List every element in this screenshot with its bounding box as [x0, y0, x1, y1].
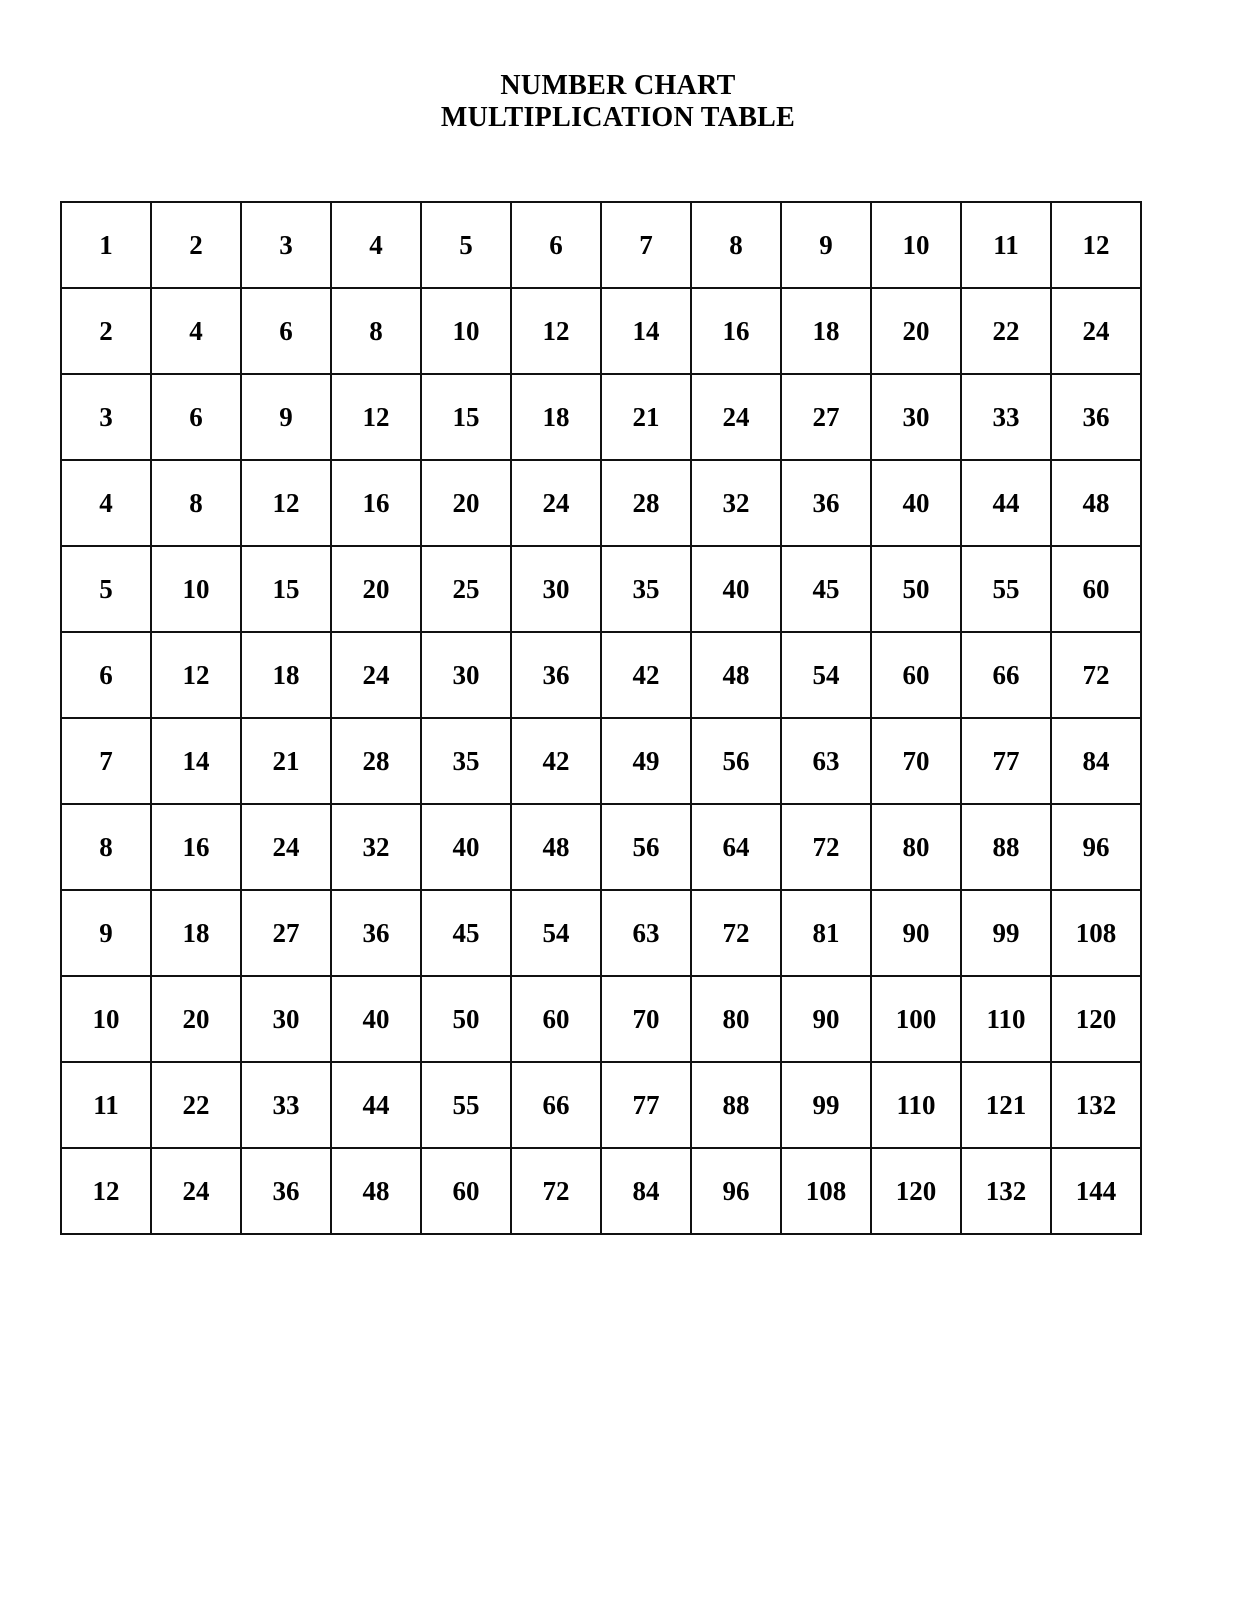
table-cell: 100 — [871, 976, 961, 1062]
table-cell: 56 — [601, 804, 691, 890]
table-cell: 81 — [781, 890, 871, 976]
table-cell: 2 — [61, 288, 151, 374]
table-cell: 27 — [241, 890, 331, 976]
table-cell: 32 — [331, 804, 421, 890]
table-cell: 55 — [961, 546, 1051, 632]
table-row — [61, 632, 1141, 718]
table-cell: 10 — [871, 202, 961, 288]
table-cell: 21 — [601, 374, 691, 460]
table-cell: 110 — [871, 1062, 961, 1148]
table-cell: 22 — [151, 1062, 241, 1148]
table-cell: 24 — [1051, 288, 1141, 374]
table-cell: 24 — [151, 1148, 241, 1234]
table-cell: 22 — [961, 288, 1051, 374]
table-cell: 20 — [421, 460, 511, 546]
table-cell: 6 — [241, 288, 331, 374]
table-cell: 60 — [1051, 546, 1141, 632]
table-cell: 108 — [1051, 890, 1141, 976]
multiplication-table — [60, 201, 1142, 1235]
table-cell: 63 — [781, 718, 871, 804]
table-cell: 48 — [691, 632, 781, 718]
table-cell: 48 — [511, 804, 601, 890]
table-cell: 40 — [331, 976, 421, 1062]
table-cell: 15 — [241, 546, 331, 632]
table-row — [61, 546, 1141, 632]
table-cell: 6 — [511, 202, 601, 288]
table-cell: 96 — [691, 1148, 781, 1234]
table-cell: 10 — [421, 288, 511, 374]
multiplication-table-body — [61, 202, 1141, 1234]
table-cell: 108 — [781, 1148, 871, 1234]
table-cell: 25 — [421, 546, 511, 632]
table-cell: 27 — [781, 374, 871, 460]
table-cell: 44 — [961, 460, 1051, 546]
table-cell: 50 — [871, 546, 961, 632]
table-cell: 49 — [601, 718, 691, 804]
table-cell: 16 — [691, 288, 781, 374]
table-cell: 9 — [781, 202, 871, 288]
table-cell: 14 — [151, 718, 241, 804]
table-cell: 72 — [1051, 632, 1141, 718]
table-cell: 77 — [601, 1062, 691, 1148]
table-cell: 9 — [241, 374, 331, 460]
table-cell: 80 — [691, 976, 781, 1062]
table-cell: 36 — [1051, 374, 1141, 460]
table-cell: 55 — [421, 1062, 511, 1148]
table-cell: 28 — [331, 718, 421, 804]
page-title — [0, 70, 1236, 134]
table-row — [61, 718, 1141, 804]
table-cell: 121 — [961, 1062, 1051, 1148]
table-cell: 40 — [421, 804, 511, 890]
table-cell: 36 — [511, 632, 601, 718]
table-cell: 16 — [151, 804, 241, 890]
table-cell: 5 — [61, 546, 151, 632]
table-cell: 4 — [151, 288, 241, 374]
table-cell: 12 — [241, 460, 331, 546]
table-cell: 60 — [871, 632, 961, 718]
table-cell: 14 — [601, 288, 691, 374]
table-cell: 96 — [1051, 804, 1141, 890]
table-cell: 24 — [511, 460, 601, 546]
table-cell: 11 — [61, 1062, 151, 1148]
table-cell: 120 — [871, 1148, 961, 1234]
table-cell: 60 — [421, 1148, 511, 1234]
title-line-multiplication-table: MULTIPLICATION TABLE — [440, 102, 796, 133]
table-cell: 12 — [1051, 202, 1141, 288]
table-cell: 33 — [241, 1062, 331, 1148]
table-cell: 18 — [511, 374, 601, 460]
table-cell: 8 — [61, 804, 151, 890]
table-cell: 10 — [61, 976, 151, 1062]
table-cell: 40 — [691, 546, 781, 632]
table-row — [61, 976, 1141, 1062]
table-cell: 45 — [421, 890, 511, 976]
table-cell: 63 — [601, 890, 691, 976]
table-cell: 66 — [511, 1062, 601, 1148]
table-cell: 54 — [781, 632, 871, 718]
table-row — [61, 1148, 1141, 1234]
table-cell: 54 — [511, 890, 601, 976]
table-cell: 2 — [151, 202, 241, 288]
table-cell: 132 — [961, 1148, 1051, 1234]
table-cell: 48 — [1051, 460, 1141, 546]
table-cell: 18 — [241, 632, 331, 718]
table-cell: 80 — [871, 804, 961, 890]
table-cell: 24 — [241, 804, 331, 890]
table-cell: 6 — [61, 632, 151, 718]
table-cell: 11 — [961, 202, 1051, 288]
table-cell: 9 — [61, 890, 151, 976]
table-cell: 24 — [331, 632, 421, 718]
table-cell: 48 — [331, 1148, 421, 1234]
table-cell: 90 — [871, 890, 961, 976]
table-cell: 5 — [421, 202, 511, 288]
table-row — [61, 460, 1141, 546]
table-cell: 12 — [151, 632, 241, 718]
table-cell: 36 — [781, 460, 871, 546]
table-cell: 28 — [601, 460, 691, 546]
table-cell: 35 — [421, 718, 511, 804]
table-cell: 42 — [511, 718, 601, 804]
table-cell: 72 — [691, 890, 781, 976]
table-cell: 30 — [511, 546, 601, 632]
table-cell: 42 — [601, 632, 691, 718]
table-cell: 132 — [1051, 1062, 1141, 1148]
table-cell: 3 — [241, 202, 331, 288]
table-cell: 15 — [421, 374, 511, 460]
table-cell: 7 — [61, 718, 151, 804]
table-cell: 72 — [781, 804, 871, 890]
table-cell: 36 — [331, 890, 421, 976]
table-cell: 24 — [691, 374, 781, 460]
table-cell: 16 — [331, 460, 421, 546]
table-cell: 110 — [961, 976, 1051, 1062]
table-cell: 3 — [61, 374, 151, 460]
table-cell: 90 — [781, 976, 871, 1062]
table-cell: 20 — [151, 976, 241, 1062]
table-cell: 4 — [61, 460, 151, 546]
table-cell: 99 — [781, 1062, 871, 1148]
table-cell: 144 — [1051, 1148, 1141, 1234]
table-cell: 36 — [241, 1148, 331, 1234]
table-cell: 35 — [601, 546, 691, 632]
table-cell: 70 — [601, 976, 691, 1062]
table-cell: 120 — [1051, 976, 1141, 1062]
table-cell: 7 — [601, 202, 691, 288]
table-cell: 44 — [331, 1062, 421, 1148]
table-cell: 50 — [421, 976, 511, 1062]
table-cell: 12 — [331, 374, 421, 460]
table-row — [61, 288, 1141, 374]
table-cell: 88 — [691, 1062, 781, 1148]
table-cell: 64 — [691, 804, 781, 890]
table-cell: 8 — [331, 288, 421, 374]
table-cell: 20 — [331, 546, 421, 632]
table-cell: 84 — [601, 1148, 691, 1234]
table-cell: 84 — [1051, 718, 1141, 804]
table-cell: 70 — [871, 718, 961, 804]
table-cell: 12 — [511, 288, 601, 374]
table-cell: 8 — [151, 460, 241, 546]
table-cell: 30 — [421, 632, 511, 718]
table-cell: 77 — [961, 718, 1051, 804]
table-row — [61, 804, 1141, 890]
title-line-number-chart: NUMBER CHART — [500, 70, 736, 101]
table-row — [61, 1062, 1141, 1148]
table-cell: 20 — [871, 288, 961, 374]
table-cell: 45 — [781, 546, 871, 632]
table-cell: 21 — [241, 718, 331, 804]
table-cell: 88 — [961, 804, 1051, 890]
table-row — [61, 202, 1141, 288]
table-cell: 33 — [961, 374, 1051, 460]
table-cell: 60 — [511, 976, 601, 1062]
table-cell: 72 — [511, 1148, 601, 1234]
table-cell: 8 — [691, 202, 781, 288]
table-cell: 6 — [151, 374, 241, 460]
table-cell: 10 — [151, 546, 241, 632]
table-cell: 18 — [151, 890, 241, 976]
table-cell: 99 — [961, 890, 1051, 976]
table-row — [61, 374, 1141, 460]
table-cell: 4 — [331, 202, 421, 288]
table-cell: 66 — [961, 632, 1051, 718]
table-cell: 1 — [61, 202, 151, 288]
table-cell: 18 — [781, 288, 871, 374]
table-cell: 32 — [691, 460, 781, 546]
table-cell: 30 — [241, 976, 331, 1062]
table-row — [61, 890, 1141, 976]
table-cell: 30 — [871, 374, 961, 460]
table-cell: 12 — [61, 1148, 151, 1234]
table-cell: 40 — [871, 460, 961, 546]
table-cell: 56 — [691, 718, 781, 804]
